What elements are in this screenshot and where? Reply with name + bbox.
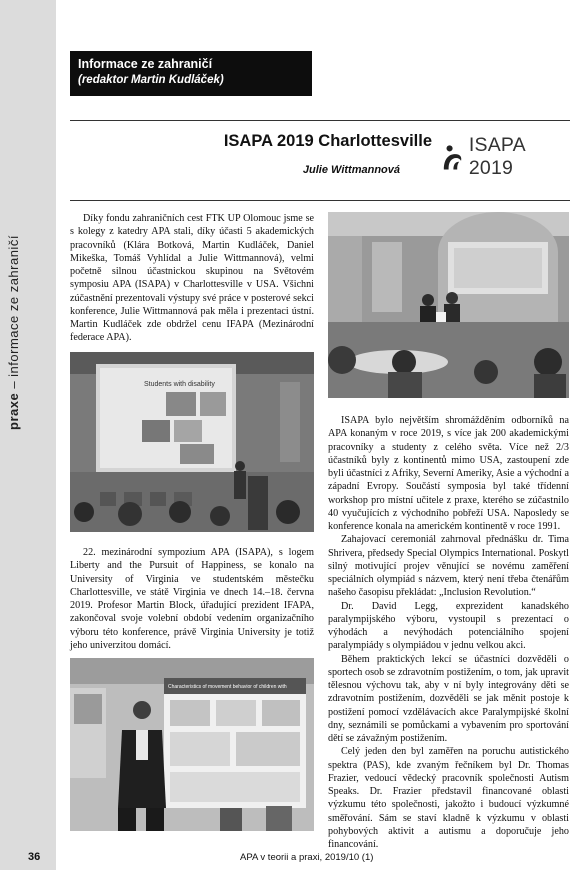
page-number: 36 bbox=[28, 851, 41, 863]
opening-ceremony-paragraph: Zahajovací ceremoniál zahrnoval přednášku dr. Tima Shrivera, předsedy Special Olympics International. Poskytl silný motivující projev věnující se novému zaměření speciálních olympiád s názvem, který není třeba čtenářům našeho časopisu překládat: „Inclusion Revolution.“ bbox=[328, 534, 569, 599]
article-title: ISAPA 2019 Charlottesville bbox=[223, 132, 432, 150]
side-band-bold: praxe bbox=[6, 392, 21, 430]
photo-poster bbox=[70, 658, 314, 831]
side-band-light: – informace ze zahraničí bbox=[6, 235, 21, 393]
isapa-logo bbox=[440, 134, 570, 179]
symposium-paragraph: 22. mezinárodní sympozium APA (ISAPA), s logem Liberty and the Pursuit of Happiness, se konalo na University of Virginia ve studentském městečku Charlottesville, ve státě Virginia ve dnech 14.–18. června 2019. Profesor Martin Block, úřadující prezident IFAPA, zakončoval svoje volební období vedením organizačního výboru této konference, právě Virginia University je totiž jeho univerzitou domácí. bbox=[70, 547, 314, 651]
section-title: Informace ze zahraničí bbox=[78, 57, 213, 71]
section-header bbox=[70, 51, 312, 96]
photo-presentation bbox=[70, 352, 314, 532]
journal-citation: APA v teorii a praxi, 2019/10 (1) bbox=[240, 852, 374, 863]
side-band-label bbox=[6, 235, 21, 430]
autism-day-paragraph: Celý jeden den byl zaměřen na poruchu autistického spektra (PAS), kde zvaným řečníkem byl Dr. Thomas Frazier, vedoucí vědecký pracovník společnosti Autism Speaks. Dr. Frazier představil financované oblasti výzkumu této společnosti, jakožto i budoucí výzkumné směřování. Sám se staví kladně k výzkumu v oblasti pohybových aktivit a autismu a doporučuje jeho financování. bbox=[328, 746, 569, 850]
photo-award-ceremony bbox=[328, 212, 569, 398]
left-column-symposium bbox=[70, 546, 314, 652]
isapa-figure-icon bbox=[440, 143, 465, 171]
section-side-band bbox=[0, 0, 56, 870]
practical-lessons-paragraph: Během praktických lekcí se účastníci dozvěděli o sportech osob se zdravotním postižením, o tom, jak upravit tělesnou výchovu tak, aby v ní byly integrovány děti se zdravotním postižením, dozvěděli se jak měnit postoje k postižení pomocí vzdělávacích akce Paralympijské školní dny, seznámili se pomůckami a vybavením pro sportování dětí se závažným postižením. bbox=[328, 653, 569, 744]
title-rule bbox=[70, 200, 570, 201]
slide-title-text: Students with disability bbox=[144, 381, 215, 388]
right-column-text bbox=[328, 414, 569, 851]
legg-paragraph: Dr. David Legg, exprezident kanadského paralympijského výboru, vystoupil s prezentací o výhodách a nevýhodách potenciálního spojení paralympiády s olympiádou v jednu velkou akci. bbox=[328, 600, 569, 652]
intro-paragraph: Díky fondu zahraničních cest FTK UP Olomouc jsme se s kolegy z katedry APA stali, díky účasti 5 akademických pracovníků (Klára Botková, Martin Kudláček, Daniel Mikeška, Tomáš Vyhlídal a Julie Wittmannová), velmi početně silnou účastnickou skupinou na Světovém symposiu APA (ISAPA) v Charlottesville v USA. Všichni zúčastnění prezentovali výstupy své práce v posterové sekci konference, Julie Wittmannová pak měla i prezentaci ústní. Martin Kudláček zde obdržel cenu IFAPA (Mezinárodní federace APA). bbox=[70, 213, 314, 344]
attendance-paragraph: ISAPA bylo největším shromážděním odborníků na APA konaným v roce 2019, s více jak 200 akademickými pracovníky a studenty z celého světa. Více než 2/3 účastníků byly z kontinentů mimo USA, zastoupení zde byli účastníci z Afriky, Severní Ameriky, Asie a východní a západní Evropy. Součástí symposia byl také třídenní workshop pro místní učitele z praxe, kterého se zúčastnilo 40 vyučujících z východního pobřeží USA. Naposledy se konference konala na americkém kontinentě v roce 1991. bbox=[328, 415, 569, 532]
section-editor: (redaktor Martin Kudláček) bbox=[78, 74, 224, 86]
top-rule bbox=[70, 120, 570, 121]
isapa-logo-text: ISAPA 2019 bbox=[468, 134, 525, 179]
poster-title-text: Characteristics of movement behavior of children with bbox=[168, 684, 287, 690]
article-author: Julie Wittmannová bbox=[302, 164, 400, 176]
left-column-intro bbox=[70, 212, 314, 345]
